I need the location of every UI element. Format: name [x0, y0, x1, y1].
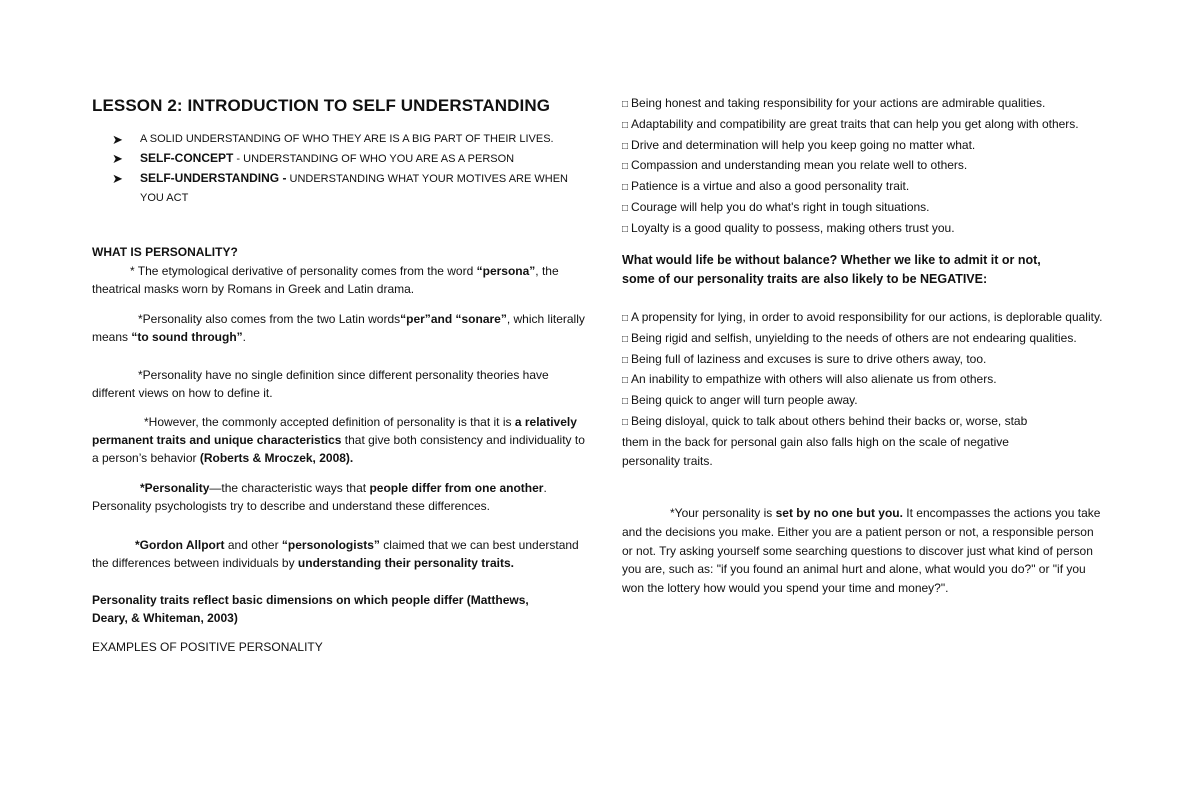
list-item: □ Being quick to anger will turn people away. [622, 393, 858, 408]
arrow-bullet-icon: ➤ [112, 151, 123, 166]
list-item: □ Adaptability and compatibility are great traits that can help you get along with others. [622, 116, 1079, 131]
bullet-text: A SOLID UNDERSTANDING OF WHO THEY ARE IS A BIG PART OF THEIR LIVES. [140, 133, 554, 145]
bullet-text: UNDERSTANDING WHAT YOUR MOTIVES ARE WHEN YOU ACT [140, 173, 568, 204]
square-bullet-icon: □ [622, 223, 629, 235]
list-item: □ Courage will help you do what's right in tough situations. [622, 199, 930, 214]
bullet-text: - UNDERSTANDING OF WHO YOU ARE AS A PERSON [233, 153, 515, 165]
paragraph-personality-definition: *Personality—the characteristic ways that people differ from one another. Personality psychologists try to describe and understand these differences. [92, 481, 547, 513]
bullet-term: SELF-CONCEPT [140, 151, 234, 165]
square-bullet-icon: □ [622, 396, 629, 408]
paragraph-accepted-definition: *However, the commonly accepted definition of personality is that it is a relatively permanent traits and unique characteristics that give both consistency and individuality to a person’s behavior (Roberts & Mroczek, 2008). [92, 415, 585, 465]
square-bullet-icon: □ [622, 313, 629, 324]
square-bullet-icon: □ [622, 161, 629, 173]
list-item: □ Drive and determination will help you keep going no matter what. [622, 137, 976, 152]
arrow-bullet-icon: ➤ [112, 132, 123, 147]
list-item: □ Being full of laziness and excuses is sure to drive others away, too. [622, 351, 987, 366]
list-item: □ Being rigid and selfish, unyielding to the needs of others are not endearing qualities. [622, 330, 1077, 345]
negative-trait-list [622, 308, 1122, 470]
list-item: □ Being honest and taking responsibility for your actions are admirable qualities. [622, 96, 1046, 110]
list-item: □ An inability to empathize with others will also alienate us from others. [622, 372, 997, 387]
square-bullet-icon: □ [622, 416, 629, 428]
paragraph-closing: *Your personality is set by no one but you. It encompasses the actions you take and the decisions you make. Either you are a patient person or not, a responsible person or not. Try asking yourself some searching questions to discover just what kind of person you are, such as: "if you found an animal hurt and alone, what would you do?" or "if you won the lottery how would you spend your time and money?". [622, 506, 1101, 596]
list-item: □ Being disloyal, quick to talk about others behind their backs or, worse, stab them in the back for personal gain also falls high on the scale of negative personality traits. [622, 413, 1028, 468]
bullet-term: SELF-UNDERSTANDING - [140, 171, 287, 185]
paragraph-no-definition: *Personality have no single definition since different personality theories have different views on how to define it. [92, 368, 549, 400]
square-bullet-icon: □ [622, 140, 629, 152]
square-bullet-icon: □ [622, 354, 629, 366]
intro-bullet [112, 169, 582, 208]
lesson-title: LESSON 2: INTRODUCTION TO SELF UNDERSTANDING [92, 96, 551, 115]
list-item: □ Loyalty is a good quality to possess, making others trust you. [622, 220, 955, 235]
paragraph-allport: *Gordon Allport and other “personologists” claimed that we can best understand the differences between individuals by understanding their personality traits. [92, 538, 579, 570]
personality-heading: WHAT IS PERSONALITY? [92, 245, 238, 259]
examples-heading: EXAMPLES OF POSITIVE PERSONALITY [92, 640, 323, 654]
list-item: □ A propensity for lying, in order to avoid responsibility for our actions, is deplorable quality. [622, 310, 1103, 324]
square-bullet-icon: □ [622, 202, 629, 214]
square-bullet-icon: □ [622, 182, 629, 194]
list-item: □ Patience is a virtue and also a good personality trait. [622, 179, 910, 194]
paragraph-basic-dimensions: Personality traits reflect basic dimensions on which people differ (Matthews, Deary, & Whiteman, 2003) [92, 593, 529, 625]
square-bullet-icon: □ [622, 333, 629, 345]
intro-bullet [112, 149, 582, 169]
arrow-bullet-icon: ➤ [112, 171, 123, 186]
square-bullet-icon: □ [622, 375, 629, 387]
intro-bullet [112, 130, 582, 149]
list-item: □ Compassion and understanding mean you relate well to others. [622, 158, 968, 173]
positive-trait-list [622, 94, 1122, 240]
square-bullet-icon: □ [622, 119, 629, 131]
square-bullet-icon: □ [622, 99, 629, 110]
paragraph-etymology: * The etymological derivative of personality comes from the word “persona”, the theatrical masks worn by Romans in Greek and Latin drama. [92, 264, 559, 296]
negative-heading: What would life be without balance? Whether we like to admit it or not, some of our personality traits are also likely to be NEGATIVE: [622, 253, 1041, 286]
intro-bullet-list [112, 130, 582, 208]
paragraph-latin-words: *Personality also comes from the two Latin words“per”and “sonare”, which literally means “to sound through”. [92, 312, 585, 344]
